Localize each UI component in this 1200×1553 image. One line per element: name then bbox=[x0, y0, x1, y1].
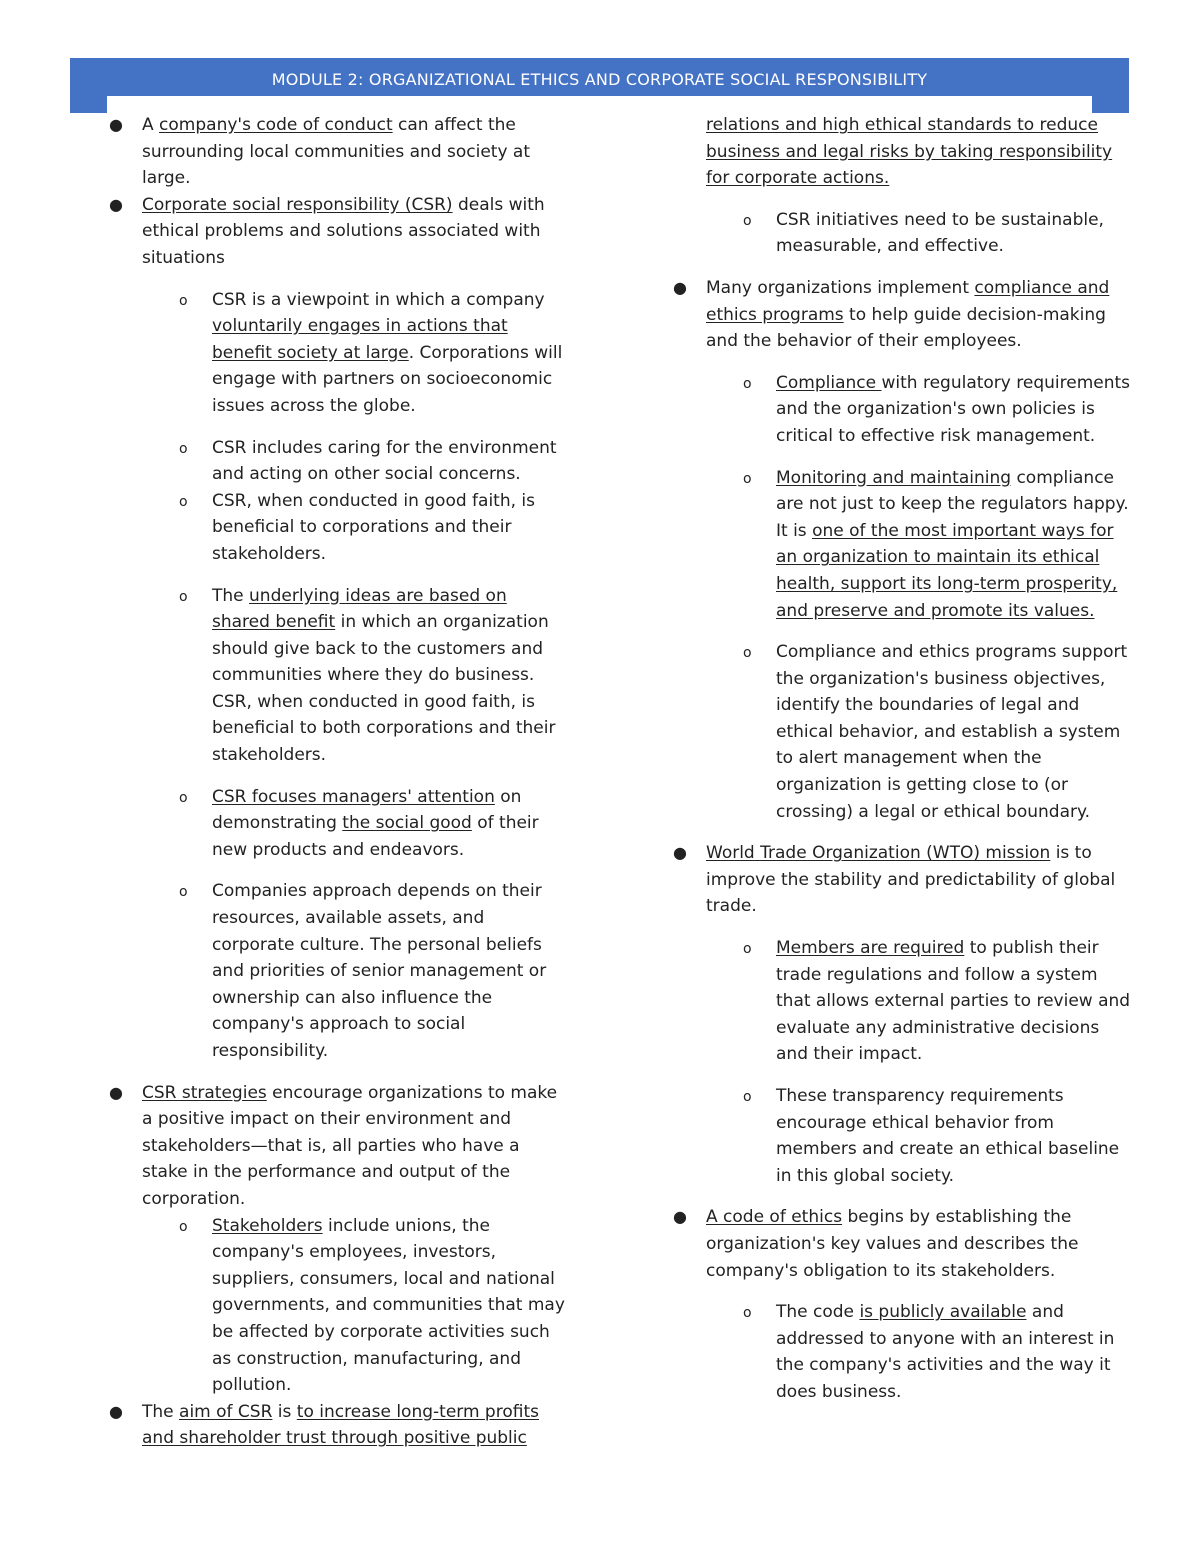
right-column bbox=[673, 112, 1133, 1406]
sub-bullet-icon: o bbox=[179, 789, 188, 806]
bullet-icon: ● bbox=[109, 115, 123, 134]
banner-tab-left bbox=[70, 96, 107, 113]
sub-bullet-item: o The underlying ideas are based on shared benefit in which an organization should give back to the customers and communities where they do business. CSR, when conducted in good faith, is beneficial to both corporations and their stakeholders. bbox=[179, 585, 556, 766]
module-title-banner bbox=[70, 58, 1129, 96]
module-title: MODULE 2: ORGANIZATIONAL ETHICS AND CORPORATE SOCIAL RESPONSIBILITY bbox=[271, 70, 928, 89]
sub-bullet-icon: o bbox=[179, 1218, 188, 1235]
sub-bullet-icon: o bbox=[743, 1089, 752, 1105]
bullet-item: ● The aim of CSR is to increase long-term profits and shareholder trust through positive public bbox=[109, 1399, 569, 1452]
bullet-icon: ● bbox=[109, 194, 123, 214]
sub-bullet-item: o CSR initiatives need to be sustainable, measurable, and effective. bbox=[743, 209, 1104, 257]
sub-bullet-icon: o bbox=[743, 941, 752, 958]
sub-bullet-icon: o bbox=[743, 1305, 752, 1322]
sub-bullet-item: o Monitoring and maintaining compliance are not just to keep the regulators happy. It is one of the most important ways for an organization to maintain its ethical health, support its long-term prosperity, and preserve and promote its values. bbox=[743, 467, 1129, 621]
sub-bullet-item: o CSR includes caring for the environment and acting on other social concerns. bbox=[179, 437, 557, 485]
sub-bullet-icon: o bbox=[743, 470, 752, 487]
bullet-item: ● CSR strategies encourage organizations to make a positive impact on their environment and stakeholders—that is, all parties who have a stake in the performance and output of the corporation. bbox=[109, 1080, 569, 1213]
left-column bbox=[109, 112, 569, 1452]
sub-bullet-item: o Compliance with regulatory requirements and the organization's own policies is critical to effective risk management. bbox=[743, 372, 1131, 446]
sub-bullet-icon: o bbox=[743, 645, 752, 662]
bullet-item: ● A code of ethics begins by establishing the organization's key values and describes the company's obligation to its stakeholders. bbox=[673, 1204, 1133, 1284]
sub-bullet-icon: o bbox=[179, 292, 188, 309]
bullet-item-continued: relations and high ethical standards to reduce business and legal risks by taking responsibility for corporate actions. bbox=[706, 115, 1113, 189]
bullet-item: ● Corporate social responsibility (CSR) deals with ethical problems and solutions associated with situations bbox=[109, 192, 569, 272]
sub-bullet-item: o Compliance and ethics programs support the organization's business objectives, identify the boundaries of legal and ethical behavior, and establish a system to alert management when the organization is getting close to (or crossing) a legal or ethical boundary. bbox=[743, 642, 1128, 822]
sub-bullet-icon: o bbox=[743, 212, 752, 229]
sub-bullet-icon: o bbox=[179, 884, 188, 901]
sub-bullet-item: o CSR, when conducted in good faith, is beneficial to corporations and their stakeholders. bbox=[179, 490, 535, 564]
sub-bullet-item: o Members are required to publish their trade regulations and follow a system that allows external parties to review and evaluate any administrative decisions and their impact. bbox=[743, 938, 1131, 1065]
sub-bullet-item: o The code is publicly available and addressed to anyone with an interest in the company's activities and the way it does business. bbox=[743, 1302, 1115, 1402]
sub-bullet-icon: o bbox=[179, 440, 188, 457]
sub-bullet-icon: o bbox=[179, 493, 188, 510]
sub-bullet-item: o Stakeholders include unions, the company's employees, investors, suppliers, consumers, local and national governments, and communities that may be affected by corporate activities such as construction, manufacturing, and pollution. bbox=[179, 1215, 565, 1396]
sub-bullet-icon: o bbox=[179, 588, 188, 605]
bullet-icon: ● bbox=[109, 1401, 123, 1421]
sub-bullet-item: o CSR is a viewpoint in which a company voluntarily engages in actions that benefit society at large. Corporations will engage with partners on socioeconomic issues across the globe. bbox=[179, 289, 563, 416]
sub-bullet-item: o These transparency requirements encourage ethical behavior from members and create an ethical baseline in this global society. bbox=[743, 1086, 1120, 1186]
bullet-icon: ● bbox=[673, 277, 687, 297]
bullet-item: ● A company's code of conduct can affect the surrounding local communities and society at large. bbox=[109, 112, 569, 192]
sub-bullet-item: o CSR focuses managers' attention on demonstrating the social good of their new products and endeavors. bbox=[179, 786, 539, 860]
bullet-icon: ● bbox=[673, 1207, 687, 1227]
sub-bullet-icon: o bbox=[743, 375, 752, 392]
bullet-item: ● World Trade Organization (WTO) mission is to improve the stability and predictability of global trade. bbox=[673, 840, 1133, 920]
bullet-icon: ● bbox=[109, 1082, 123, 1102]
sub-bullet-item: o Companies approach depends on their resources, available assets, and corporate culture. The personal beliefs and priorities of senior management or ownership can also influence the company's approach to social responsibility. bbox=[179, 881, 547, 1061]
bullet-icon: ● bbox=[673, 843, 687, 863]
bullet-item: ● Many organizations implement compliance and ethics programs to help guide decision-making and the behavior of their employees. bbox=[673, 275, 1133, 355]
banner-tab-right bbox=[1092, 96, 1129, 113]
